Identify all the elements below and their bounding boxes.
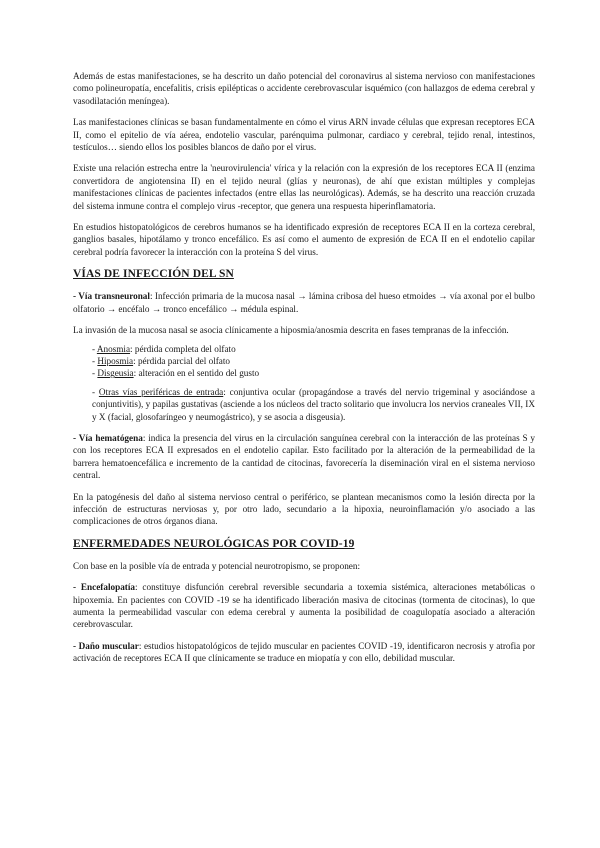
encephalopathy-text: : constituye disfunción cerebral reversible secundaria a toxemia sistémica, alteraciones metabólicas o hipoxemia. En pacientes con COVID -19 se ha identificado liberación masiva de citocinas (tormenta de citocinas), lo que aumenta la permeabilidad vascular con edema cerebral y aumenta la posibilidad de coagulopatía asociado a alteración cerebrovascular. (73, 582, 535, 630)
list-item (92, 355, 535, 367)
term-anosmia: Anosmia (96, 343, 131, 354)
term-other-routes: Otras vías periféricas de entrada (98, 386, 224, 397)
list-item (92, 343, 535, 355)
list-item-text: : pérdida parcial del olfato (133, 355, 231, 366)
dash: - (73, 291, 79, 302)
paragraph-histopathology: En estudios histopatológicos de cerebros humanos se ha identificado expresión de receptores ECA II en la corteza cerebral, ganglios basales, hipotálamo y tronco encefálico. Es así como el aumento de expresión de ECA II en el endotelio capilar cerebral podría favorecer la interacción con la proteína S del virus. (73, 222, 535, 257)
transneuronal-text: : Infección primaria de la mucosa nasal → lámina cribosa del hueso etmoides → vía axonal por el bulbo olfatorio → encéfalo → tronco encefálico → médula espinal. (73, 291, 535, 314)
list-item-text: : alteración en el sentido del gusto (133, 368, 260, 379)
term-hiposmia: Hiposmia (97, 355, 134, 366)
hematogenous-text: : indica la presencia del virus en la circulación sanguínea cerebral con la interacción de las proteínas S y con los receptores ECA II expresados en el endotelio capilar. Esto facilitado por la alteración de la permeabilidad de la barrera hematoencefálica e incremento de la cantidad de citocinas, favorecería la diseminación viral en el sistema nervioso central. (73, 432, 535, 481)
document-body (73, 70, 535, 674)
paragraph-pathogenesis: En la patogénesis del daño al sistema nervioso central o periférico, se plantean mecanismos como la lesión directa por la infección de estructuras nerviosas y, por otro lado, secundario a la hipoxia, neuroinflamación y/o asociado a las complicaciones de otros órganos diana. (73, 491, 535, 527)
other-routes-item (92, 386, 535, 423)
term-hematogenous: Vía hematógena (78, 432, 143, 443)
symptom-list (92, 343, 535, 423)
term-disgeusia: Disgeusia (97, 368, 134, 379)
heading-infection-routes: VÍAS DE INFECCIÓN DEL SN (73, 268, 234, 281)
term-encephalopathy: Encefalopatía (80, 582, 136, 593)
dash: - (92, 386, 99, 397)
heading-neurological-diseases: ENFERMEDADES NEUROLÓGICAS POR COVID-19 (73, 537, 355, 550)
paragraph-proposals: Con base en la posible vía de entrada y potencial neurotropismo, se proponen: (73, 560, 361, 571)
transneuronal-route (73, 290, 535, 315)
dash: - (73, 432, 79, 443)
muscle-damage-item (73, 640, 535, 665)
muscle-damage-text: : estudios histopatológicos de tejido muscular en pacientes COVID -19, identificaron necrosis y atrofia por activación de receptores ECA II que clínicamente se traduce en miopatía y con ello, debilidad muscular. (73, 640, 535, 664)
dash: - (92, 343, 97, 354)
paragraph-intro: Además de estas manifestaciones, se ha descrito un daño potencial del coronavirus al sistema nervioso con manifestaciones como polineuropatía, encefalitis, crisis epilépticas o accidente cerebrovascular isquémico (con hallazgos de edema cerebral y vasodilatación meníngea). (73, 71, 535, 106)
term-muscle-damage: Daño muscular (78, 640, 139, 651)
encephalopathy-item (73, 581, 535, 631)
hematogenous-route (73, 432, 535, 482)
other-routes-text: : conjuntiva ocular (propagándose a través del nervio trigeminal y asociándose a conjuntivitis), y papilas gustativas (asciende a los núcleos del tracto solitario que involucra los nervios craneales VII, IX y X (facial, glosofaríngeo y neumogástrico), y se asocia a disgeusia). (92, 386, 536, 422)
paragraph-nasal-invasion: La invasión de la mucosa nasal se asocia clínicamente a hiposmia/anosmia descrita en fases tempranas de la infección. (73, 325, 509, 336)
paragraph-neurovirulence: Existe una relación estrecha entre la 'neurovirulencia' vírica y la relación con la expresión de los receptores ECA II (enzima convertidora de angiotensina II) en el tejido neural (glías y neuronas), de ahí que existan múltiples y complejas manifestaciones clínicas de pacientes infectados (entre ellas las neurológicas). Además, se ha descrito una reacción cruzada del sistema inmune contra el complejo virus -receptor, que genera una respuesta hiperinflamatoria. (73, 163, 535, 211)
list-item (92, 367, 535, 379)
term-transneuronal: Vía transneuronal (78, 291, 150, 302)
dash: - (92, 368, 98, 379)
dash: - (92, 355, 98, 366)
list-item-text: : pérdida completa del olfato (130, 343, 236, 354)
dash: - (73, 640, 79, 651)
paragraph-clinical: Las manifestaciones clínicas se basan fundamentalmente en cómo el virus ARN invade células que expresan receptores ECA II, como el epitelio de vía aérea, endotelio vascular, parénquima pulmonar, cardiaco y cerebral, tejido renal, intestinos, testículos… siendo ellos los posibles blancos de daño por el virus. (73, 117, 535, 153)
dash: - (73, 582, 81, 593)
